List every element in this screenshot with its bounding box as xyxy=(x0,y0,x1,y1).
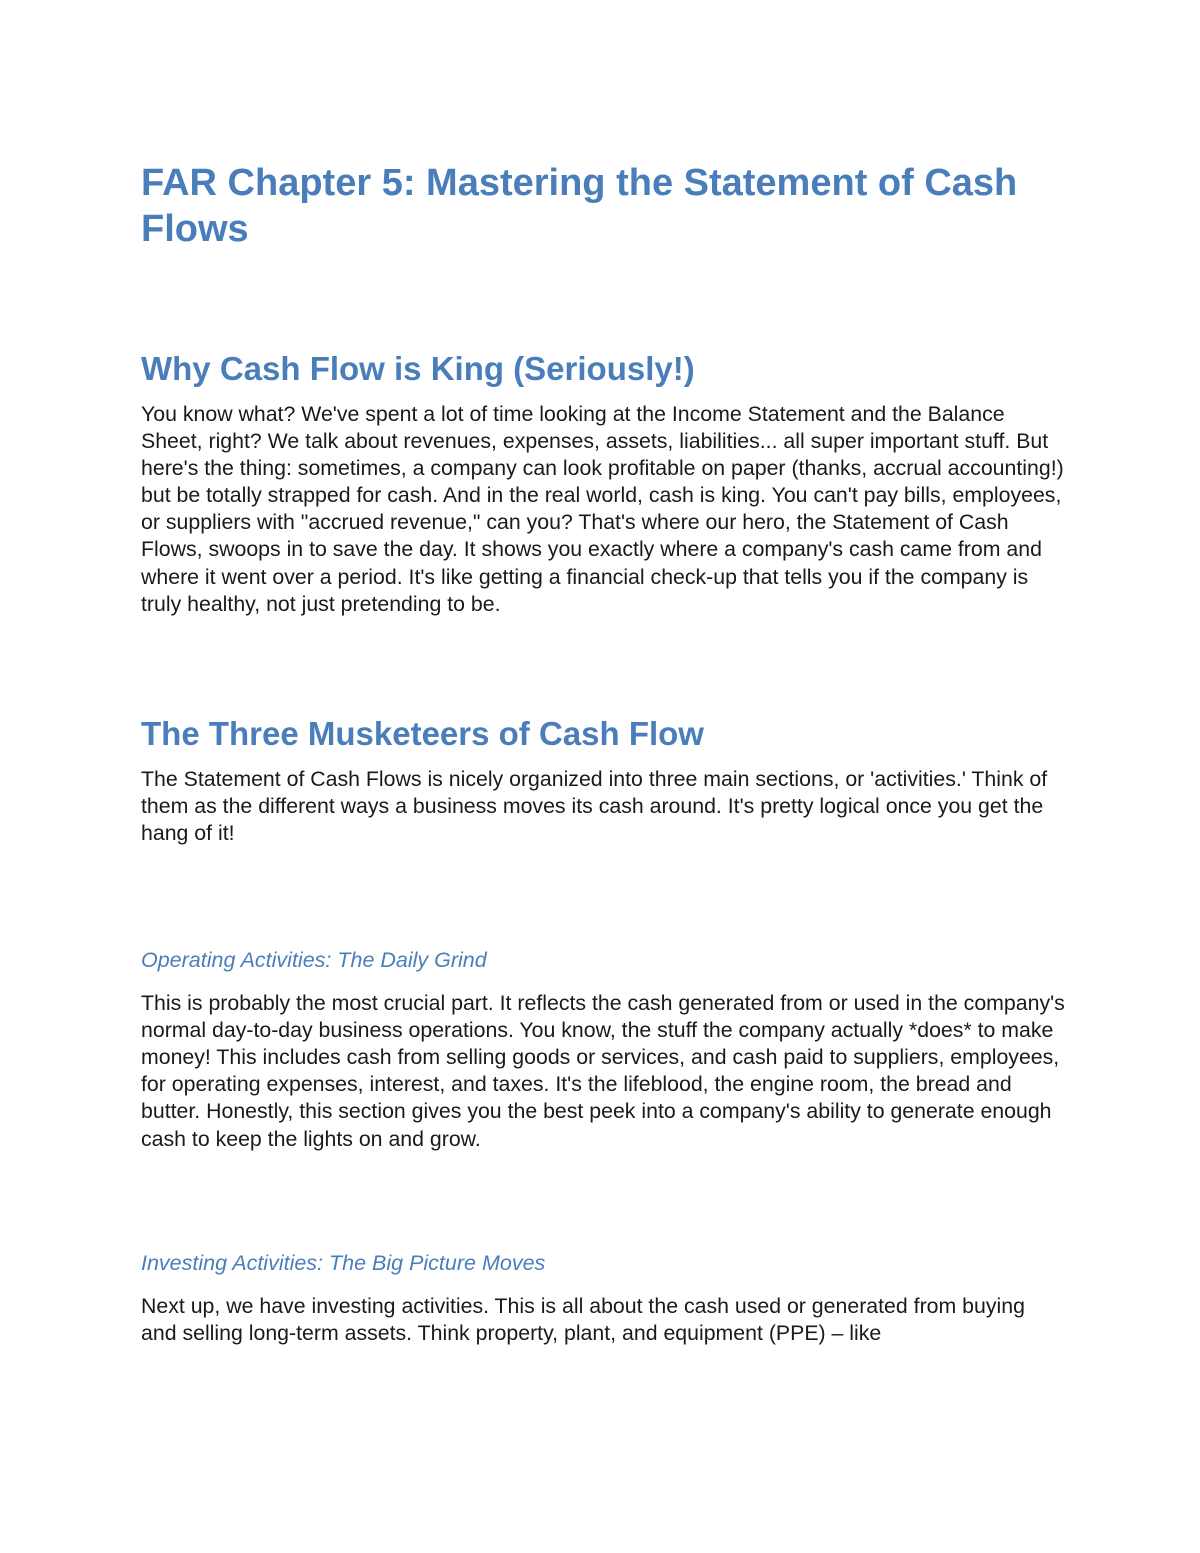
section-heading-three-musketeers: The Three Musketeers of Cash Flow xyxy=(141,714,704,752)
subsection-paragraph-operating-activities: This is probably the most crucial part. It reflects the cash generated from or used in the company's normal day-to-day business operations. You know, the stuff the company actually *does* to make money! This includes cash from selling goods or services, and cash paid to suppliers, employees, for operating expenses, interest, and taxes. It's the lifeblood, the engine room, the bread and butter. Honestly, this section gives you the best peek into a company's ability to generate enough cash to keep the lights on and grow. xyxy=(141,991,1065,1151)
section-heading-why-cash-flow: Why Cash Flow is King (Seriously!) xyxy=(141,350,695,387)
subsection-heading-operating-activities: Operating Activities: The Daily Grind xyxy=(141,948,487,973)
subsection-paragraph-investing-activities: Next up, we have investing activities. This is all about the cash used or generated from buying and selling long-term assets. Think property, plant, and equipment (PPE) – like xyxy=(141,1293,1025,1345)
subsection-heading-investing-activities: Investing Activities: The Big Picture Moves xyxy=(141,1250,546,1275)
section-paragraph-why-cash-flow: You know what? We've spent a lot of time looking at the Income Statement and the Balance Sheet, right? We talk about revenues, expenses, assets, liabilities... all super important stuff. But here's the thing: sometimes, a company can look profitable on paper (thanks, accrual accounting!) but be totally strapped for cash. And in the real world, cash is king. You can't pay bills, employees, or suppliers with "accrued revenue," can you? That's where our hero, the Statement of Cash Flows, swoops in to save the day. It shows you exactly where a company's cash came from and where it went over a period. It's like getting a financial check-up that tells you if the company is truly healthy, not just pretending to be. xyxy=(141,402,1064,616)
document-content xyxy=(141,160,1066,1347)
document-title: FAR Chapter 5: Mastering the Statement of Cash Flows xyxy=(141,162,1018,250)
section-paragraph-three-musketeers: The Statement of Cash Flows is nicely organized into three main sections, or 'activities.' Think of them as the different ways a business moves its cash around. It's pretty logical once you get the hang of it! xyxy=(141,766,1048,845)
